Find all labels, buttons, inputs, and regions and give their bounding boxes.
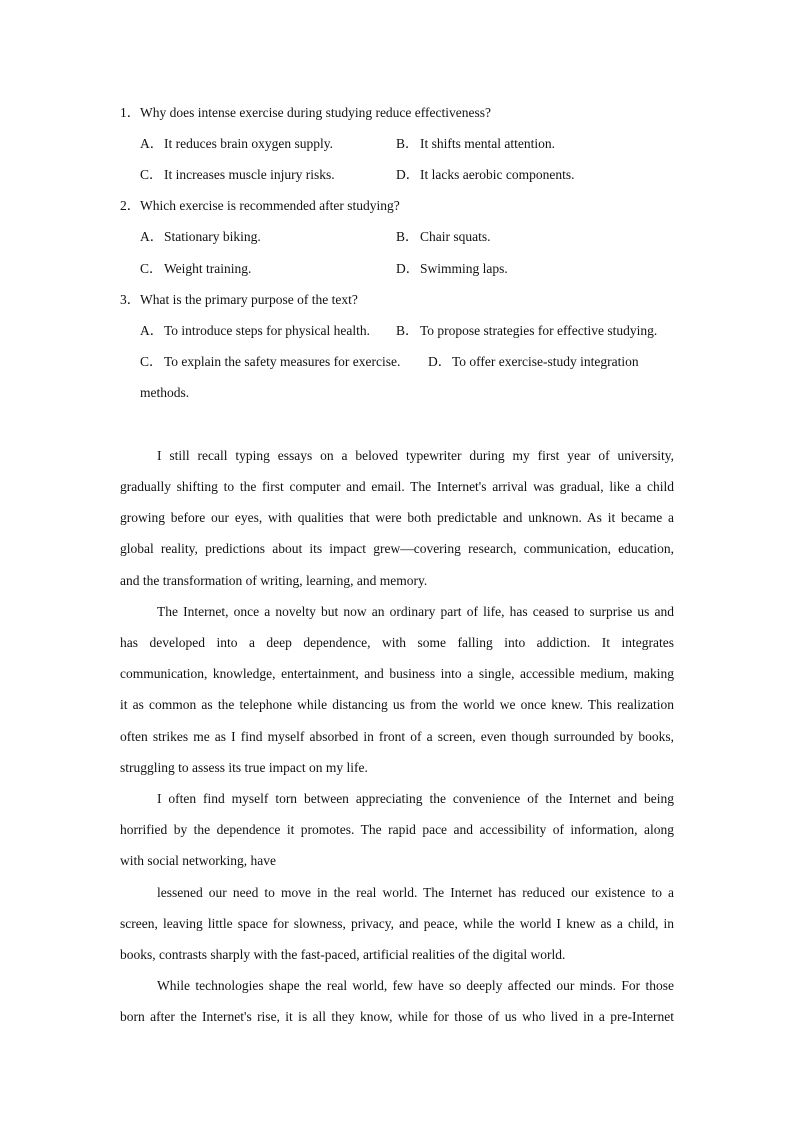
option-text: Stationary biking. bbox=[164, 229, 261, 244]
passage-line: screen, leaving little space for slowness, privacy, and peace, while the world I knew as a child, in bbox=[120, 916, 674, 931]
option-text: To introduce steps for physical health. bbox=[164, 323, 371, 338]
passage-line: struggling to assess its true impact on my life. bbox=[120, 760, 368, 775]
question-2-stem bbox=[120, 197, 400, 215]
option-letter: D． bbox=[396, 167, 420, 182]
passage-line: born after the Internet's rise, it is all they know, while for those of us who lived in a pre-Internet bbox=[120, 1009, 674, 1024]
option-text: It shifts mental attention. bbox=[420, 136, 555, 151]
passage-line: horrified by the dependence it promotes. The rapid pace and accessibility of information, along bbox=[120, 822, 674, 837]
question-3-option-d bbox=[428, 353, 639, 371]
option-text: It reduces brain oxygen supply. bbox=[164, 136, 333, 151]
passage-line: often strikes me as I find myself absorbed in front of a screen, even though surrounded by books, bbox=[120, 729, 674, 744]
passage-line: it as common as the telephone while distancing us from the world we once knew. This realization bbox=[120, 697, 674, 712]
option-letter: D． bbox=[396, 261, 420, 276]
option-letter: B． bbox=[396, 136, 419, 151]
option-letter: C． bbox=[140, 354, 163, 369]
option-text: To offer exercise-study integration bbox=[452, 354, 639, 369]
question-1-option-a bbox=[140, 135, 333, 153]
question-2-option-a bbox=[140, 228, 261, 246]
passage-line: communication, knowledge, entertainment, and business into a single, accessible medium, making bbox=[120, 666, 674, 681]
option-text: To explain the safety measures for exercise. bbox=[164, 354, 401, 369]
option-letter: A． bbox=[140, 136, 164, 151]
option-letter: A． bbox=[140, 229, 164, 244]
question-number: 1． bbox=[120, 105, 141, 120]
passage-line: I still recall typing essays on a beloved typewriter during my first year of university, bbox=[157, 448, 674, 463]
question-3-option-a bbox=[140, 322, 370, 340]
question-3-option-d-continuation bbox=[140, 384, 189, 402]
option-text: To propose strategies for effective studying. bbox=[420, 323, 658, 338]
passage-line: gradually shifting to the first computer and email. The Internet's arrival was gradual, like a child bbox=[120, 479, 674, 494]
option-text: It increases muscle injury risks. bbox=[164, 167, 335, 182]
question-3-stem bbox=[120, 291, 358, 309]
question-text: What is the primary purpose of the text? bbox=[140, 292, 358, 307]
question-text: Why does intense exercise during studying reduce effectiveness? bbox=[140, 105, 491, 120]
question-1-stem bbox=[120, 104, 491, 122]
passage-line: The Internet, once a novelty but now an ordinary part of life, has ceased to surprise us and bbox=[157, 604, 674, 619]
option-letter: C． bbox=[140, 261, 163, 276]
passage-line: books, contrasts sharply with the fast-paced, artificial realities of the digital world. bbox=[120, 947, 566, 962]
passage-line: has developed into a deep dependence, with some falling into addiction. It integrates bbox=[120, 635, 674, 650]
question-1-option-d bbox=[396, 166, 574, 184]
question-3-option-b bbox=[396, 322, 657, 340]
option-text: Swimming laps. bbox=[420, 261, 508, 276]
question-1-option-c bbox=[140, 166, 335, 184]
question-3-option-c bbox=[140, 353, 400, 371]
option-text: methods. bbox=[140, 385, 190, 400]
question-number: 2． bbox=[120, 198, 141, 213]
option-text: It lacks aerobic components. bbox=[420, 167, 575, 182]
option-text: Weight training. bbox=[164, 261, 252, 276]
passage-line: lessened our need to move in the real world. The Internet has reduced our existence to a bbox=[157, 885, 674, 900]
passage-line: with social networking, have bbox=[120, 853, 276, 868]
question-text: Which exercise is recommended after studying? bbox=[140, 198, 400, 213]
question-1-option-b bbox=[396, 135, 555, 153]
question-2-option-d bbox=[396, 260, 508, 278]
option-letter: D． bbox=[428, 354, 452, 369]
passage-line: I often find myself torn between appreciating the convenience of the Internet and being bbox=[157, 791, 674, 806]
question-2-option-c bbox=[140, 260, 251, 278]
question-number: 3． bbox=[120, 292, 141, 307]
passage-line: growing before our eyes, with qualities that were both predictable and unknown. As it became a bbox=[120, 510, 674, 525]
passage-line: global reality, predictions about its impact grew—covering research, communication, education, bbox=[120, 541, 674, 556]
option-letter: B． bbox=[396, 229, 419, 244]
passage-line: While technologies shape the real world, few have so deeply affected our minds. For those bbox=[157, 978, 674, 993]
option-letter: B． bbox=[396, 323, 419, 338]
option-letter: A． bbox=[140, 323, 164, 338]
option-letter: C． bbox=[140, 167, 163, 182]
passage-line: and the transformation of writing, learning, and memory. bbox=[120, 573, 428, 588]
question-2-option-b bbox=[396, 228, 491, 246]
option-text: Chair squats. bbox=[420, 229, 491, 244]
